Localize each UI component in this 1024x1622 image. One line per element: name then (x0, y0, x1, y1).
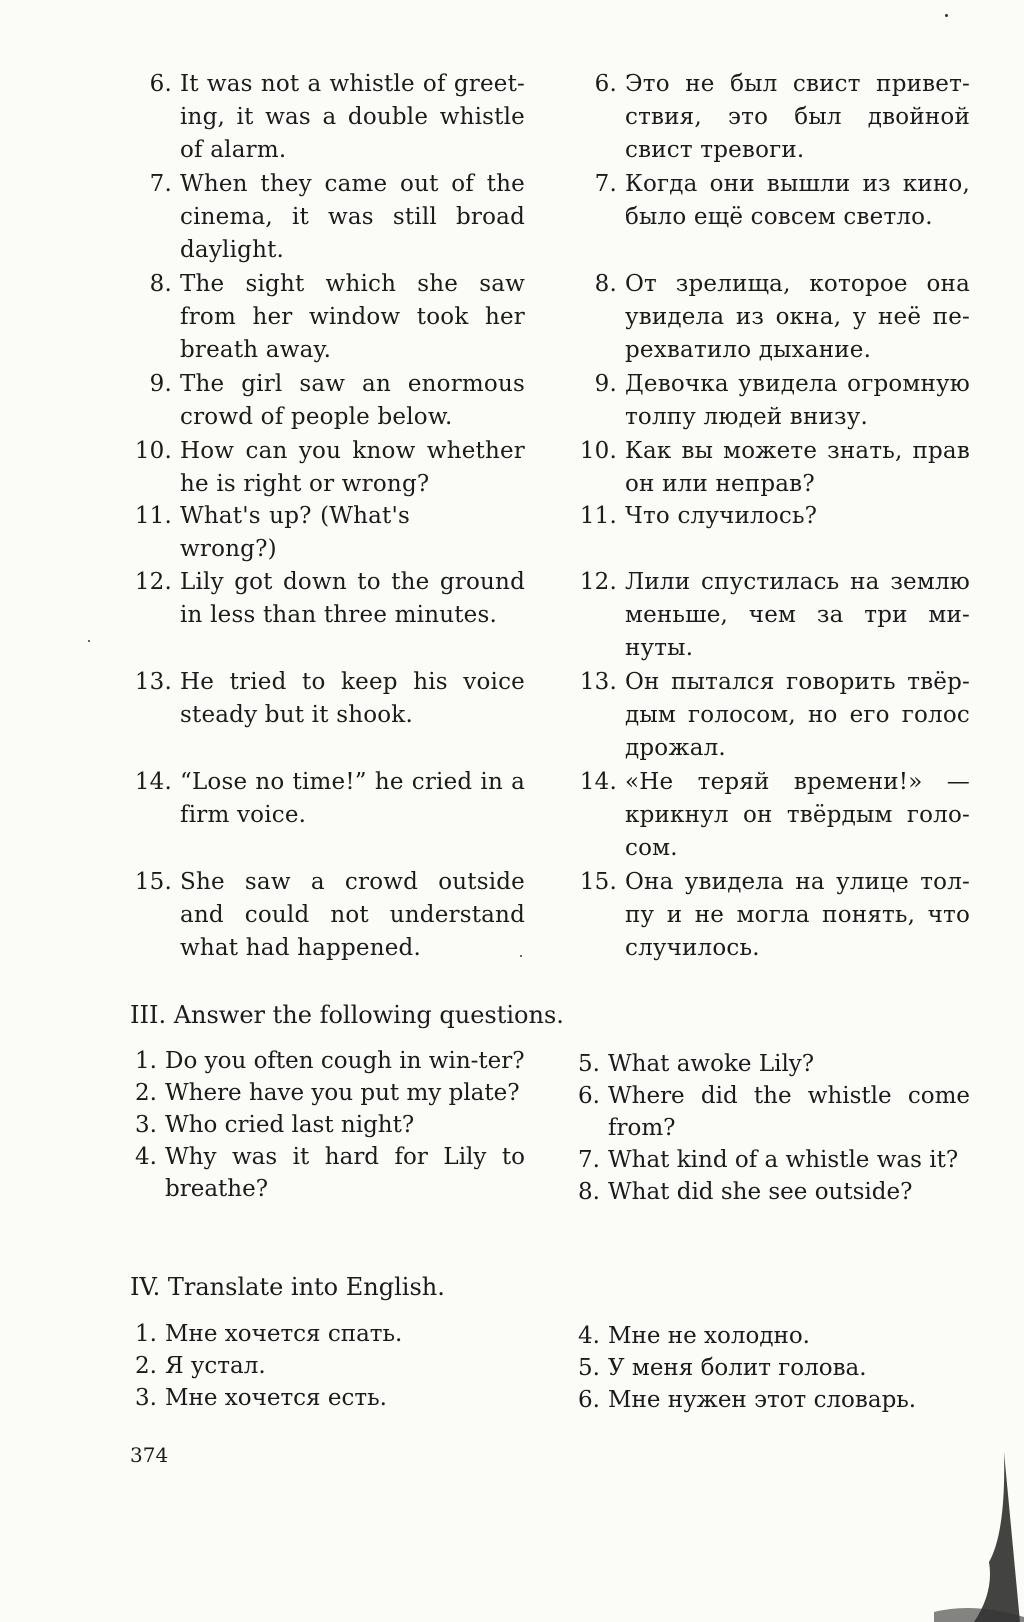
item-number: 11. (579, 503, 617, 529)
pair-item-ru (575, 766, 970, 865)
translate-right-column (568, 1320, 970, 1416)
item-number: 14. (134, 769, 172, 795)
russian-sentence: Что случилось? (625, 503, 818, 529)
russian-sentence: Он пытался говорить твёр-дым голосом, но его голос дрожал. (625, 669, 970, 761)
russian-phrase: Мне хочется спать. (165, 1321, 403, 1347)
translate-item (568, 1352, 970, 1384)
russian-phrase: Мне нужен этот словарь. (608, 1387, 917, 1413)
item-number: 15. (134, 869, 172, 895)
pair-item-ru (575, 368, 970, 434)
pair-item-ru (575, 500, 970, 533)
item-number: 9. (594, 371, 617, 397)
pair-item-en (130, 368, 525, 434)
item-number: 10. (579, 438, 617, 464)
russian-phrase: Мне не холодно. (608, 1323, 810, 1349)
pair-item-en (130, 68, 525, 167)
pair-item-en (130, 866, 525, 965)
scan-speck (945, 14, 948, 17)
question-text: What awoke Lily? (608, 1051, 815, 1077)
item-number: 5. (578, 1051, 600, 1077)
translate-item (125, 1350, 525, 1382)
russian-sentence: Когда они вышли из кино, было ещё совсем светло. (625, 171, 970, 230)
question-text: What did she see outside? (608, 1179, 913, 1205)
question-text: Who cried last night? (165, 1112, 415, 1138)
english-sentence: When they came out of the cinema, it was still broad daylight. (180, 171, 525, 263)
item-number: 3. (135, 1112, 157, 1138)
item-number: 7. (149, 171, 172, 197)
english-sentence: She saw a crowd outside and could not understand what had happened. (180, 869, 525, 961)
item-number: 4. (578, 1323, 600, 1349)
russian-phrase: Мне хочется есть. (165, 1385, 387, 1411)
english-sentence: Lily got down to the ground in less than three minutes. (180, 569, 525, 628)
pair-item-en (130, 268, 525, 367)
item-number: 8. (594, 271, 617, 297)
english-sentence: He tried to keep his voice steady but it shook. (180, 669, 525, 728)
scan-speck (88, 640, 90, 642)
translate-item (568, 1320, 970, 1352)
english-sentence: The sight which she saw from her window took her breath away. (180, 271, 525, 363)
section-heading-translate: IV. Translate into English. (130, 1273, 445, 1301)
pair-item-en (130, 500, 525, 566)
item-number: 1. (135, 1321, 157, 1347)
russian-sentence: Это не был свист привет-ствия, это был двойной свист тревоги. (625, 71, 970, 163)
pair-item-ru (575, 68, 970, 167)
item-number: 11. (134, 503, 172, 529)
item-number: 1. (135, 1048, 157, 1074)
pair-item-ru (575, 866, 970, 965)
question-item (568, 1144, 970, 1176)
question-item (125, 1077, 525, 1109)
translate-item (568, 1384, 970, 1416)
item-number: 6. (578, 1387, 600, 1413)
translate-item (125, 1318, 525, 1350)
section-heading-answer-questions: III. Answer the following questions. (130, 1001, 564, 1029)
question-text: Where did the whistle come from? (608, 1083, 970, 1141)
pair-item-ru (575, 168, 970, 234)
item-number: 12. (134, 569, 172, 595)
item-number: 6. (578, 1083, 600, 1109)
page-edge-scuff (934, 1442, 1024, 1622)
item-number: 6. (594, 71, 617, 97)
russian-phrase: У меня болит голова. (608, 1355, 867, 1381)
pair-item-en (130, 566, 525, 632)
scan-speck (520, 955, 522, 957)
russian-sentence: От зрелища, которое она увидела из окна, у неё пе-рехватило дыхание. (625, 271, 970, 363)
pair-item-en (130, 666, 525, 732)
russian-sentence: Она увидела на улице тол-пу и не могла понять, что случилось. (625, 869, 970, 961)
item-number: 14. (579, 769, 617, 795)
questions-right-column (568, 1048, 970, 1208)
item-number: 10. (134, 438, 172, 464)
question-text: Do you often cough in win-ter? (165, 1048, 525, 1074)
item-number: 5. (578, 1355, 600, 1381)
question-item (568, 1176, 970, 1208)
russian-sentence: «Не теряй времени!» — крикнул он твёрдым голо-сом. (625, 769, 970, 861)
item-number: 9. (149, 371, 172, 397)
question-item (125, 1141, 525, 1205)
item-number: 8. (149, 271, 172, 297)
question-item (568, 1048, 970, 1080)
translate-item (125, 1382, 525, 1414)
question-text: Where have you put my plate? (165, 1080, 520, 1106)
russian-sentence: Девочка увидела огромную толпу людей внизу. (625, 371, 970, 430)
pair-item-ru (575, 666, 970, 765)
russian-phrase: Я устал. (165, 1353, 266, 1379)
item-number: 7. (578, 1147, 600, 1173)
item-number: 2. (135, 1353, 157, 1379)
item-number: 2. (135, 1080, 157, 1106)
question-text: Why was it hard for Lily to breathe? (165, 1144, 525, 1202)
question-item (125, 1045, 525, 1077)
russian-sentence: Как вы можете знать, прав он или неправ? (625, 438, 970, 497)
russian-sentence: Лили спустилась на землю меньше, чем за три ми-нуты. (625, 569, 970, 661)
english-sentence: How can you know whether he is right or wrong? (180, 438, 525, 497)
english-sentence: It was not a whistle of greet-ing, it was a double whistle of alarm. (180, 71, 525, 163)
english-sentence: The girl saw an enormous crowd of people below. (180, 371, 525, 430)
translate-left-column (125, 1318, 525, 1414)
item-number: 7. (594, 171, 617, 197)
questions-left-column (125, 1045, 525, 1205)
pair-item-en (130, 435, 525, 501)
pair-item-ru (575, 435, 970, 501)
question-item (125, 1109, 525, 1141)
question-text: What kind of a whistle was it? (608, 1147, 959, 1173)
item-number: 13. (579, 669, 617, 695)
item-number: 4. (135, 1144, 157, 1170)
item-number: 3. (135, 1385, 157, 1411)
pair-item-en (130, 168, 525, 267)
pair-item-ru (575, 268, 970, 367)
item-number: 13. (134, 669, 172, 695)
pair-item-ru (575, 566, 970, 665)
english-sentence: What's up? (What's wrong?) (180, 503, 410, 562)
page-number: 374 (130, 1443, 169, 1467)
item-number: 8. (578, 1179, 600, 1205)
question-item (568, 1080, 970, 1144)
item-number: 12. (579, 569, 617, 595)
item-number: 15. (579, 869, 617, 895)
item-number: 6. (149, 71, 172, 97)
english-sentence: “Lose no time!” he cried in a firm voice. (180, 769, 525, 828)
pair-item-en (130, 766, 525, 832)
